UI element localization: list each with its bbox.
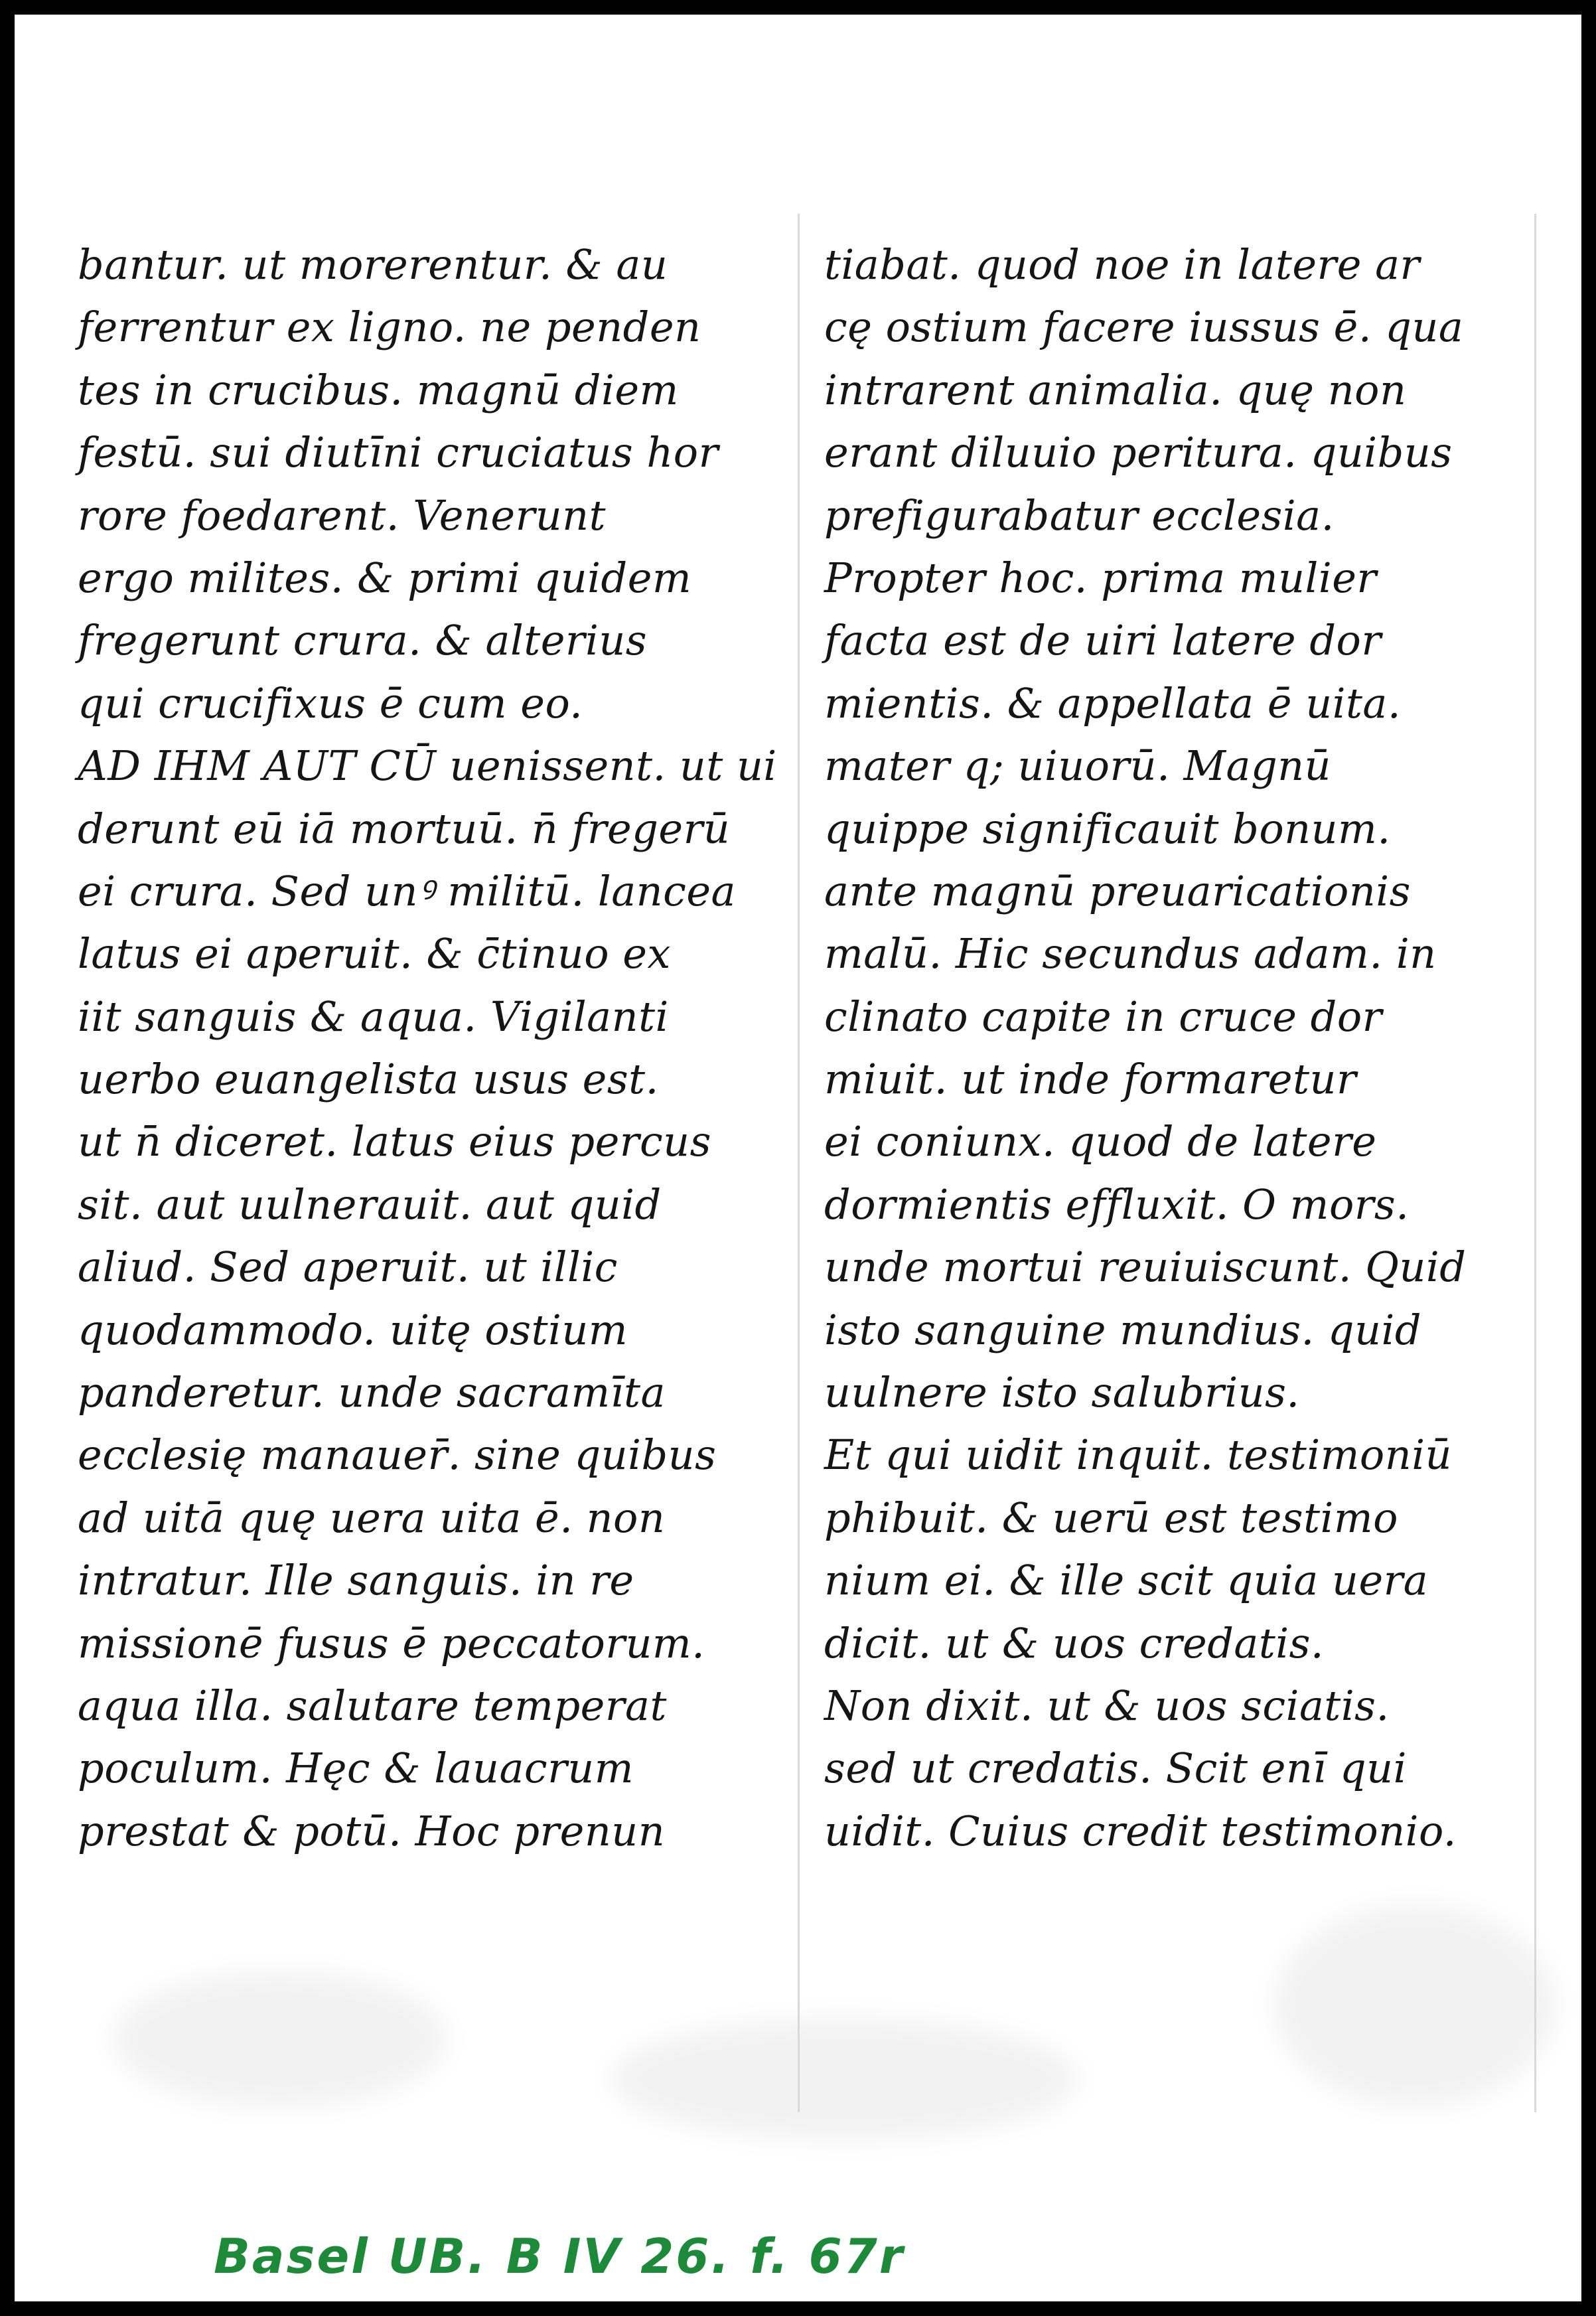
manuscript-line: ferrentur ex ligno. ne penden — [78, 303, 701, 352]
manuscript-line: prestat & potū. Hoc prenun — [78, 1806, 666, 1855]
manuscript-line: ei crura. Sed unꝰ militū. lancea — [78, 866, 736, 915]
manuscript-line: nium ei. & ille scit quia uera — [824, 1556, 1429, 1605]
manuscript-line: ergo milites. & primi quidem — [78, 553, 692, 602]
manuscript-line: uidit. Cuius credit testimonio. — [824, 1806, 1457, 1855]
manuscript-line: festū. sui diutīni cruciatus hor — [78, 428, 719, 477]
manuscript-line: ei coniunx. quod de latere — [824, 1117, 1377, 1166]
manuscript-line: intratur. Ille sanguis. in re — [78, 1556, 634, 1605]
manuscript-line: sed ut credatis. Scit enī qui — [824, 1744, 1407, 1793]
manuscript-line: aliud. Sed aperuit. ut illic — [78, 1243, 618, 1292]
manuscript-line: rore foedarent. Venerunt — [78, 491, 607, 540]
parchment-stain — [1275, 1906, 1554, 2106]
manuscript-line: iit sanguis & aqua. Vigilanti — [78, 992, 669, 1041]
parchment-leaf — [15, 15, 1581, 2162]
manuscript-line: Et qui uidit inquit. testimoniū — [824, 1430, 1452, 1480]
manuscript-line: unde mortui reuiuiscunt. Quid — [824, 1243, 1467, 1292]
shelfmark-annotation: Basel UB. B IV 26. f. 67r — [214, 2228, 905, 2284]
ruling-line-left — [798, 214, 800, 2112]
manuscript-line: derunt eū iā mortuū. n̄ fregerū — [78, 804, 731, 853]
manuscript-line: ecclesię manauer̄. sine quibus — [78, 1430, 717, 1480]
manuscript-line: facta est de uiri latere dor — [824, 616, 1382, 665]
manuscript-line: fregerunt crura. & alterius — [78, 616, 648, 665]
right-text-column — [824, 234, 1514, 1863]
manuscript-line: bantur. ut morerentur. & au — [78, 240, 668, 289]
manuscript-line: missionē fusus ē peccatorum. — [78, 1618, 705, 1667]
manuscript-line: AD IHM AUT CŪ uenissent. ut ui — [78, 741, 777, 791]
manuscript-line: ut n̄ diceret. latus eius percus — [78, 1117, 711, 1166]
manuscript-line: ad uitā quę uera uita ē. non — [78, 1493, 666, 1542]
ruling-line-right — [1534, 214, 1536, 2112]
manuscript-line: panderetur. unde sacramīta — [78, 1368, 666, 1417]
manuscript-line: uerbo euangelista usus est. — [78, 1055, 659, 1104]
manuscript-line: Propter hoc. prima mulier — [824, 553, 1377, 602]
manuscript-line: phibuit. & uerū est testimo — [824, 1493, 1398, 1542]
left-text-column — [78, 234, 777, 1863]
manuscript-line: poculum. Hęc & lauacrum — [78, 1744, 634, 1793]
manuscript-line: mientis. & appellata ē uita. — [824, 678, 1402, 728]
manuscript-line: erant diluuio peritura. quibus — [824, 428, 1453, 477]
manuscript-line: isto sanguine mundius. quid — [824, 1305, 1422, 1354]
manuscript-line: latus ei aperuit. & c̄tinuo ex — [78, 929, 671, 978]
manuscript-line: quodammodo. uitę ostium — [78, 1305, 628, 1354]
manuscript-line: intrarent animalia. quę non — [824, 365, 1407, 414]
manuscript-line: ante magnū preuaricationis — [824, 866, 1411, 915]
manuscript-line: quippe significauit bonum. — [824, 804, 1391, 853]
manuscript-line: sit. aut uulnerauit. aut quid — [78, 1180, 662, 1229]
manuscript-line: prefigurabatur ecclesia. — [824, 491, 1335, 540]
manuscript-line: miuit. ut inde formaretur — [824, 1055, 1357, 1104]
manuscript-page — [15, 15, 1581, 2301]
manuscript-line: Non dixit. ut & uos sciatis. — [824, 1681, 1390, 1730]
manuscript-line: tes in crucibus. magnū diem — [78, 365, 679, 414]
parchment-stain — [612, 2019, 1076, 2139]
manuscript-line: dicit. ut & uos credatis. — [824, 1618, 1325, 1667]
manuscript-line: uulnere isto salubrius. — [824, 1368, 1300, 1417]
manuscript-line: mater q; uiuorū. Magnū — [824, 741, 1331, 791]
manuscript-line: cę ostium facere iussus ē. qua — [824, 303, 1464, 352]
manuscript-line: aqua illa. salutare temperat — [78, 1681, 667, 1730]
manuscript-line: dormientis effluxit. O mors. — [824, 1180, 1410, 1229]
manuscript-line: qui crucifixus ē cum eo. — [78, 678, 583, 728]
manuscript-line: tiabat. quod noe in latere ar — [824, 240, 1420, 289]
parchment-stain — [114, 1973, 446, 2106]
manuscript-line: malū. Hic secundus adam. in — [824, 929, 1437, 978]
manuscript-line: clinato capite in cruce dor — [824, 992, 1382, 1041]
